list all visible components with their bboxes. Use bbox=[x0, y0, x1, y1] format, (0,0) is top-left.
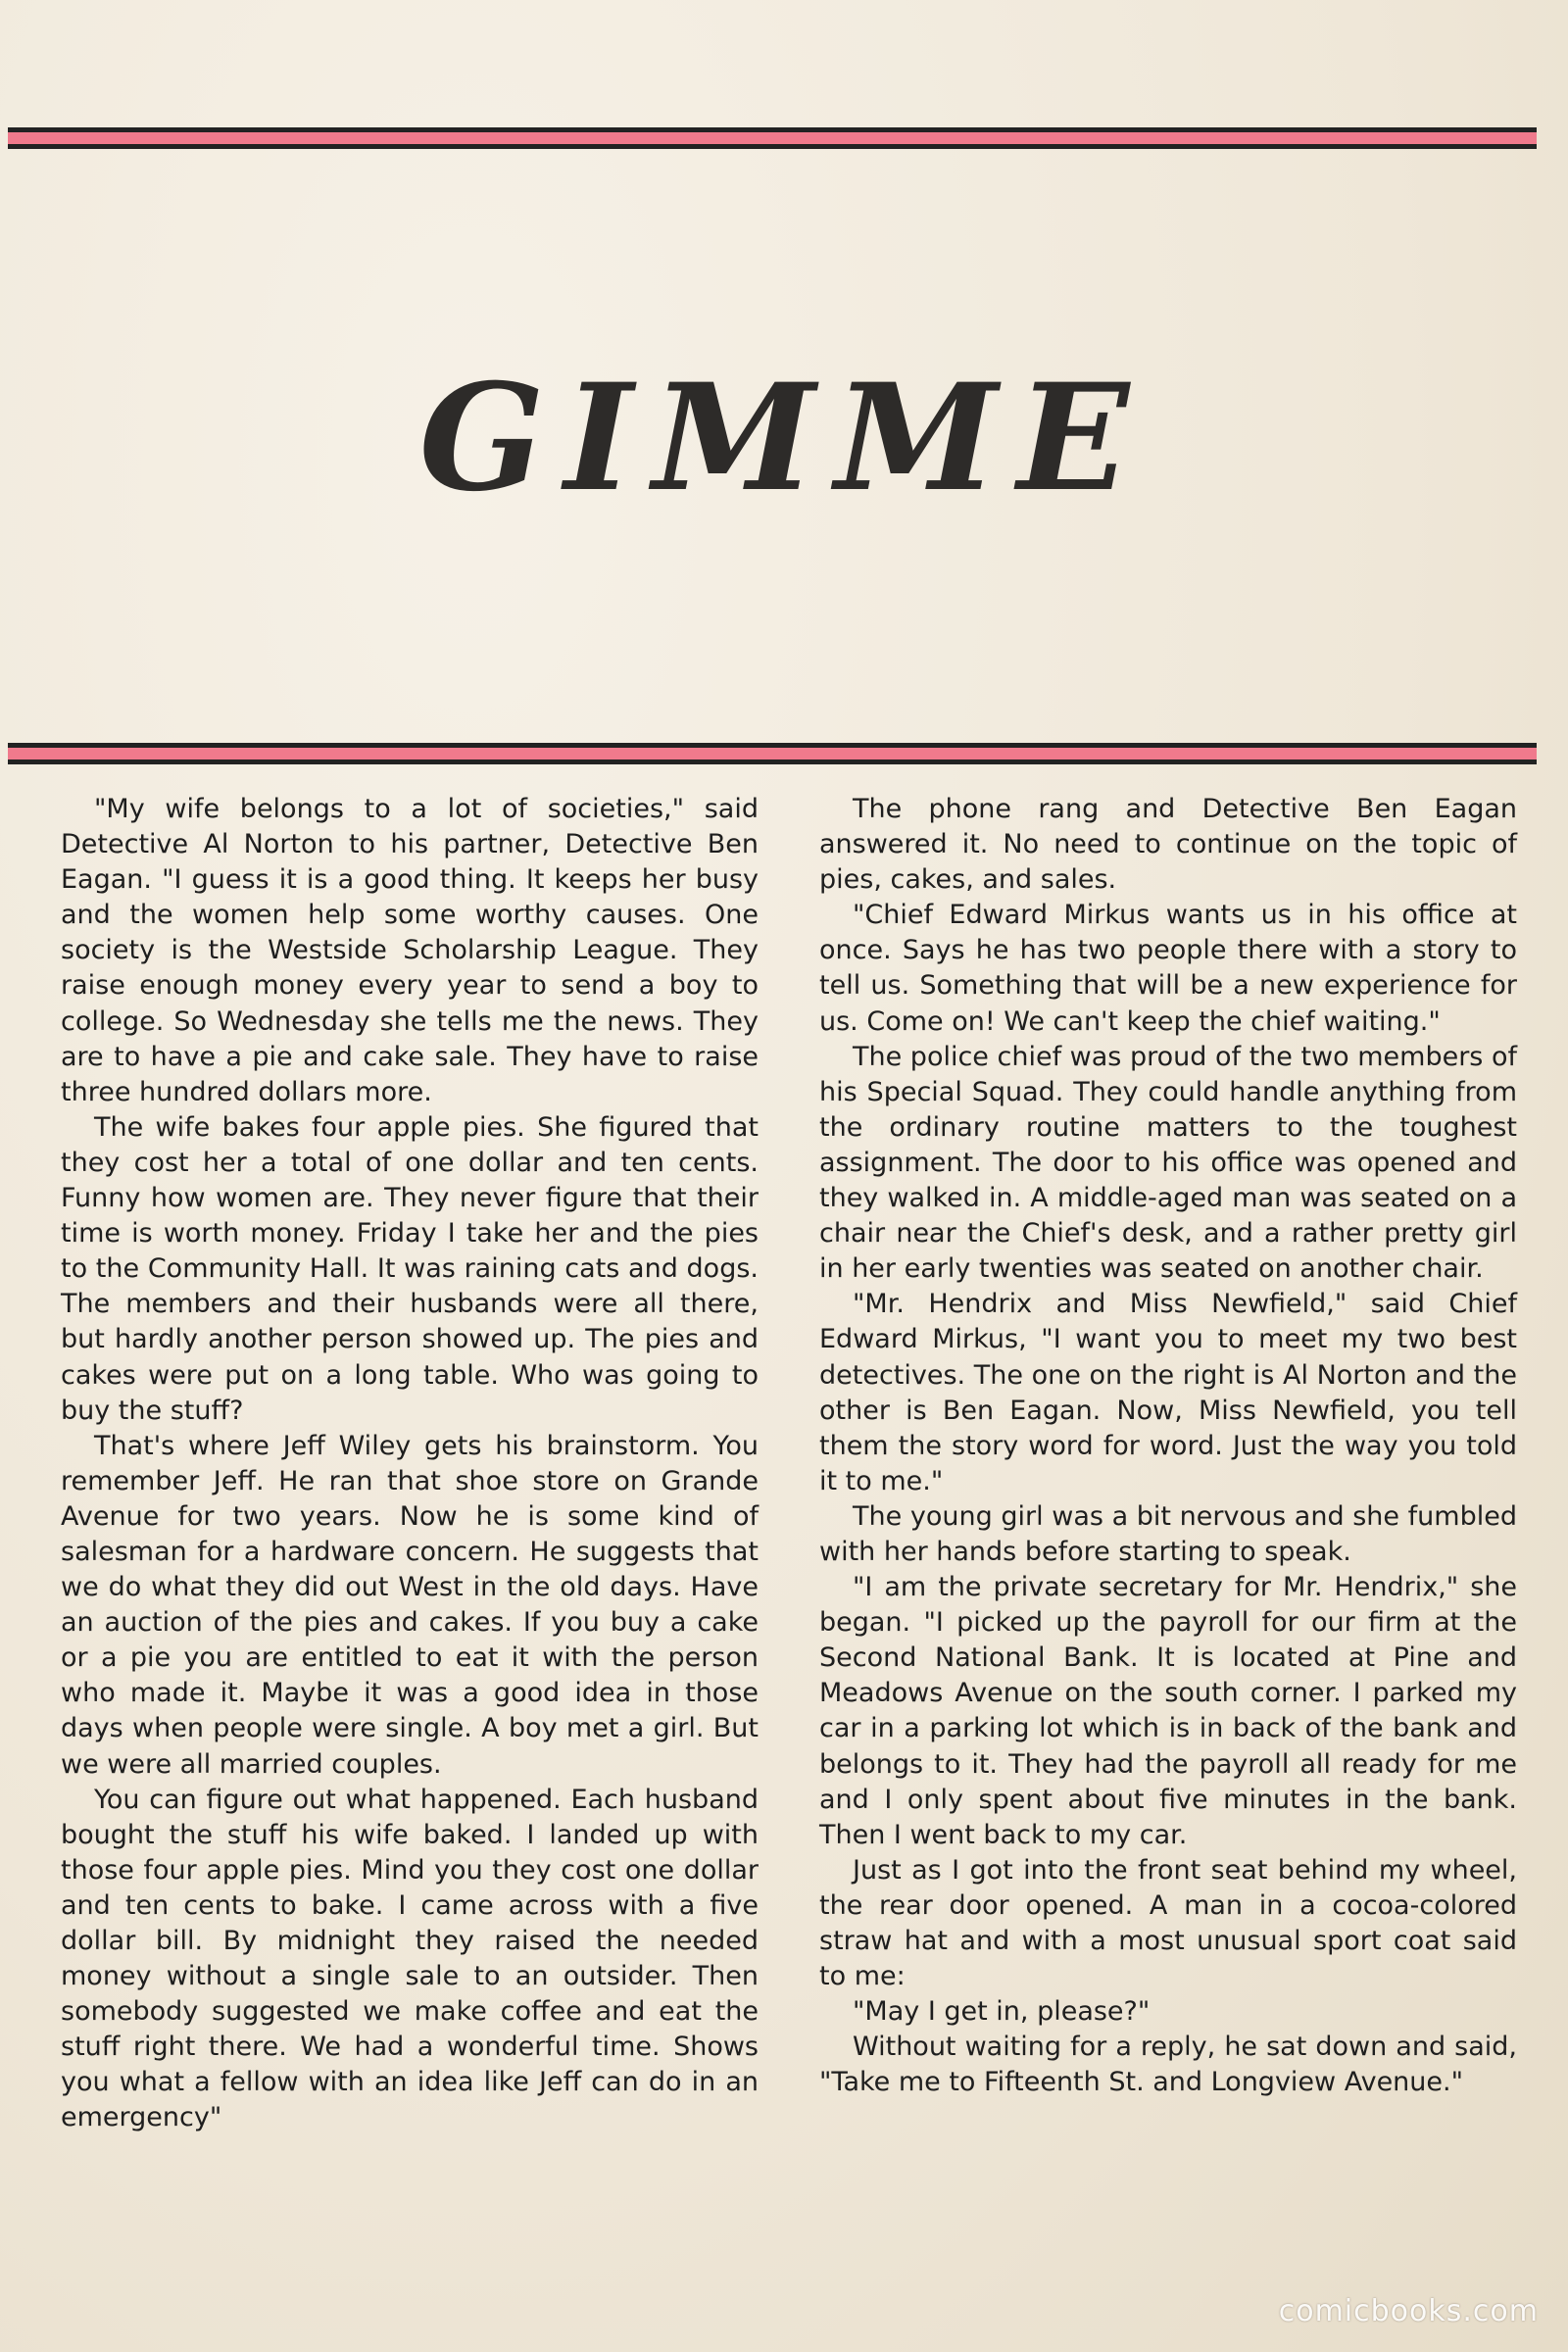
paragraph: "Chief Edward Mirkus wants us in his office at once. Says he has two people there with a story to tell us. Something that will be a new experience for us. Come on! We can't keep the chief waiting." bbox=[819, 900, 1517, 1037]
story-title: GIMME bbox=[418, 352, 1150, 524]
paragraph: The police chief was proud of the two members of his Special Squad. They could handle anything from the ordinary routine matters to the toughest assignment. The door to his office was opened and they walked in. A middle-aged man was seated on a chair near the Chief's desk, and a rather pretty girl in her early twenties was seated on another chair. bbox=[819, 1041, 1517, 1285]
paragraph: Without waiting for a reply, he sat down and said, "Take me to Fifteenth St. and Longview Avenue." bbox=[819, 2032, 1517, 2098]
site-watermark: comicbooks.com bbox=[1278, 2294, 1539, 2328]
paragraph: That's where Jeff Wiley gets his brainstorm. You remember Jeff. He ran that shoe store on Grande Avenue for two years. Now he is some kind of salesman for a hardware concern. He suggests that we do what they did out West in the old days. Have an auction of the pies and cakes. If you buy a cake or a pie you are entitled to eat it with the person who made it. Maybe it was a good idea in those days when people were single. A boy met a girl. But we were all married couples. bbox=[61, 1430, 759, 1780]
paragraph: You can figure out what happened. Each husband bought the stuff his wife baked. I landed up with those four apple pies. Mind you they cost one dollar and ten cents to bake. I came across with a five dollar bill. By midnight they raised the needed money without a single sale to an outsider. Then somebody suggested we make coffee and eat the stuff right there. We had a wonderful time. Shows you what a fellow with an idea like Jeff can do in an emergency" bbox=[61, 1784, 759, 2133]
paragraph: "My wife belongs to a lot of societies," said Detective Al Norton to his partner, Detective Ben Eagan. "I guess it is a good thing. It keeps her busy and the women help some worthy causes. One society is the Westside Scholarship League. They raise enough money every year to send a boy to college. So Wednesday she tells me the news. They are to have a pie and cake sale. They have to raise three hundred dollars more. bbox=[61, 794, 759, 1107]
paragraph: "Mr. Hendrix and Miss Newfield," said Chief Edward Mirkus, "I want you to meet my two best detectives. The one on the right is Al Norton and the other is Ben Eagan. Now, Miss Newfield, you tell them the story word for word. Just the way you told it to me." bbox=[819, 1289, 1517, 1496]
paragraph: The phone rang and Detective Ben Eagan answered it. No need to continue on the topic of pies, cakes, and sales. bbox=[819, 794, 1517, 896]
paragraph: "May I get in, please?" bbox=[853, 1996, 1151, 2028]
paragraph: "I am the private secretary for Mr. Hendrix," she began. "I picked up the payroll for our firm at the Second National Bank. It is located at Pine and Meadows Avenue on the south corner. I parked my car in a parking lot which is in back of the bank and belongs to it. They had the payroll all ready for me and I only spent about five minutes in the bank. Then I went back to my car. bbox=[819, 1572, 1517, 1850]
top-decorative-rule bbox=[8, 127, 1537, 149]
left-column bbox=[61, 792, 759, 2136]
paragraph: The wife bakes four apple pies. She figured that they cost her a total of one dollar and ten cents. Funny how women are. They never figure that their time is worth money. Friday I take her and the pies to the Community Hall. It was raining cats and dogs. The members and their husbands were all there, but hardly another person showed up. The pies and cakes were put on a long table. Who was going to buy the stuff? bbox=[61, 1111, 759, 1426]
paragraph: Just as I got into the front seat behind my wheel, the rear door opened. A man in a cocoa-colored straw hat and with a most unusual sport coat said to me: bbox=[819, 1854, 1517, 1992]
paragraph: The young girl was a bit nervous and she fumbled with her hands before starting to speak. bbox=[819, 1500, 1517, 1567]
title-bottom-rule bbox=[8, 743, 1537, 764]
right-column bbox=[819, 792, 1517, 2100]
